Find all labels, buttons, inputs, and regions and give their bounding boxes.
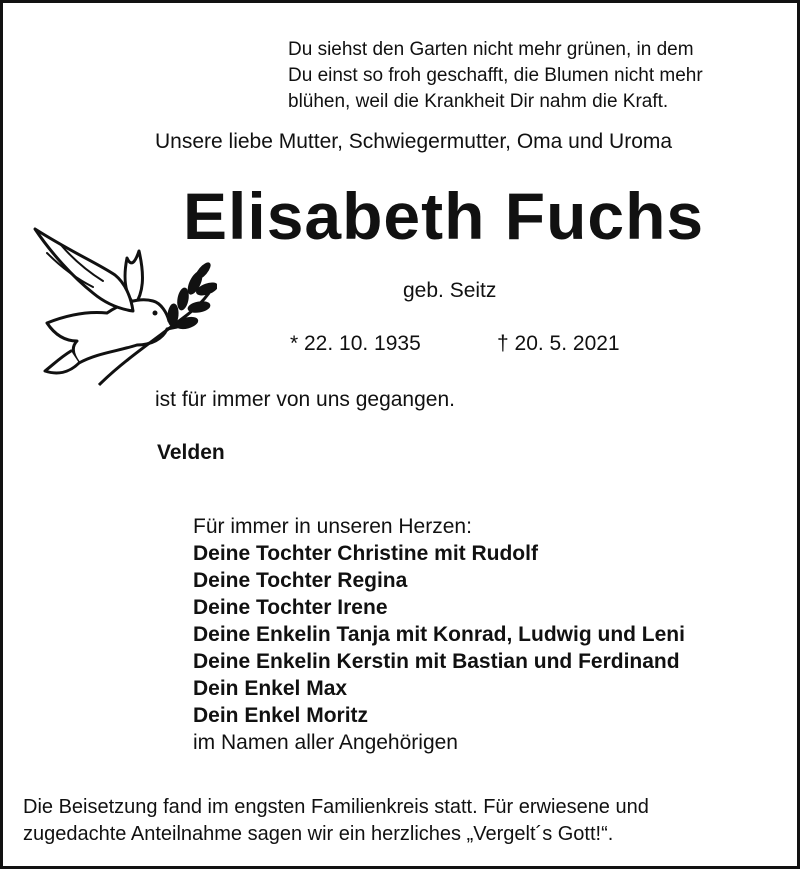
mourner-entry: Deine Tochter Irene bbox=[193, 596, 388, 619]
mourner-entry: Dein Enkel Max bbox=[193, 677, 348, 700]
dove-with-olive-branch-icon bbox=[27, 223, 217, 393]
mourner-entry: Dein Enkel Moritz bbox=[193, 704, 369, 727]
closing-note bbox=[23, 794, 649, 848]
closing-line: zugedachte Anteilnahme sagen wir ein herzliches „Vergelt´s Gott!“. bbox=[23, 823, 614, 845]
poem-line: Du einst so froh geschafft, die Blumen nicht mehr bbox=[288, 65, 703, 86]
mourner-entry: Deine Tochter Regina bbox=[193, 569, 408, 592]
place-name: Velden bbox=[157, 441, 225, 464]
mourners-tail: im Namen aller Angehörigen bbox=[193, 731, 458, 754]
passed-away-text: ist für immer von uns gegangen. bbox=[155, 388, 455, 411]
deceased-name: Elisabeth Fuchs bbox=[183, 179, 705, 253]
poem-line: Du siehst den Garten nicht mehr grünen, in dem bbox=[288, 39, 694, 60]
mourners-list bbox=[193, 513, 685, 756]
birth-date: * 22. 10. 1935 bbox=[290, 332, 421, 355]
death-date: † 20. 5. 2021 bbox=[497, 332, 620, 355]
mourner-entry: Deine Enkelin Tanja mit Konrad, Ludwig und Leni bbox=[193, 623, 685, 646]
maiden-name: geb. Seitz bbox=[403, 279, 497, 302]
mourner-entry: Deine Enkelin Kerstin mit Bastian und Ferdinand bbox=[193, 650, 680, 673]
intro-text: Unsere liebe Mutter, Schwiegermutter, Oma und Uroma bbox=[155, 130, 673, 153]
memorial-poem bbox=[288, 37, 703, 115]
mourner-entry: Deine Tochter Christine mit Rudolf bbox=[193, 542, 538, 565]
closing-line: Die Beisetzung fand im engsten Familienkreis statt. Für erwiesene und bbox=[23, 796, 649, 818]
poem-line: blühen, weil die Krankheit Dir nahm die Kraft. bbox=[288, 91, 669, 112]
mourners-lead: Für immer in unseren Herzen: bbox=[193, 515, 472, 538]
